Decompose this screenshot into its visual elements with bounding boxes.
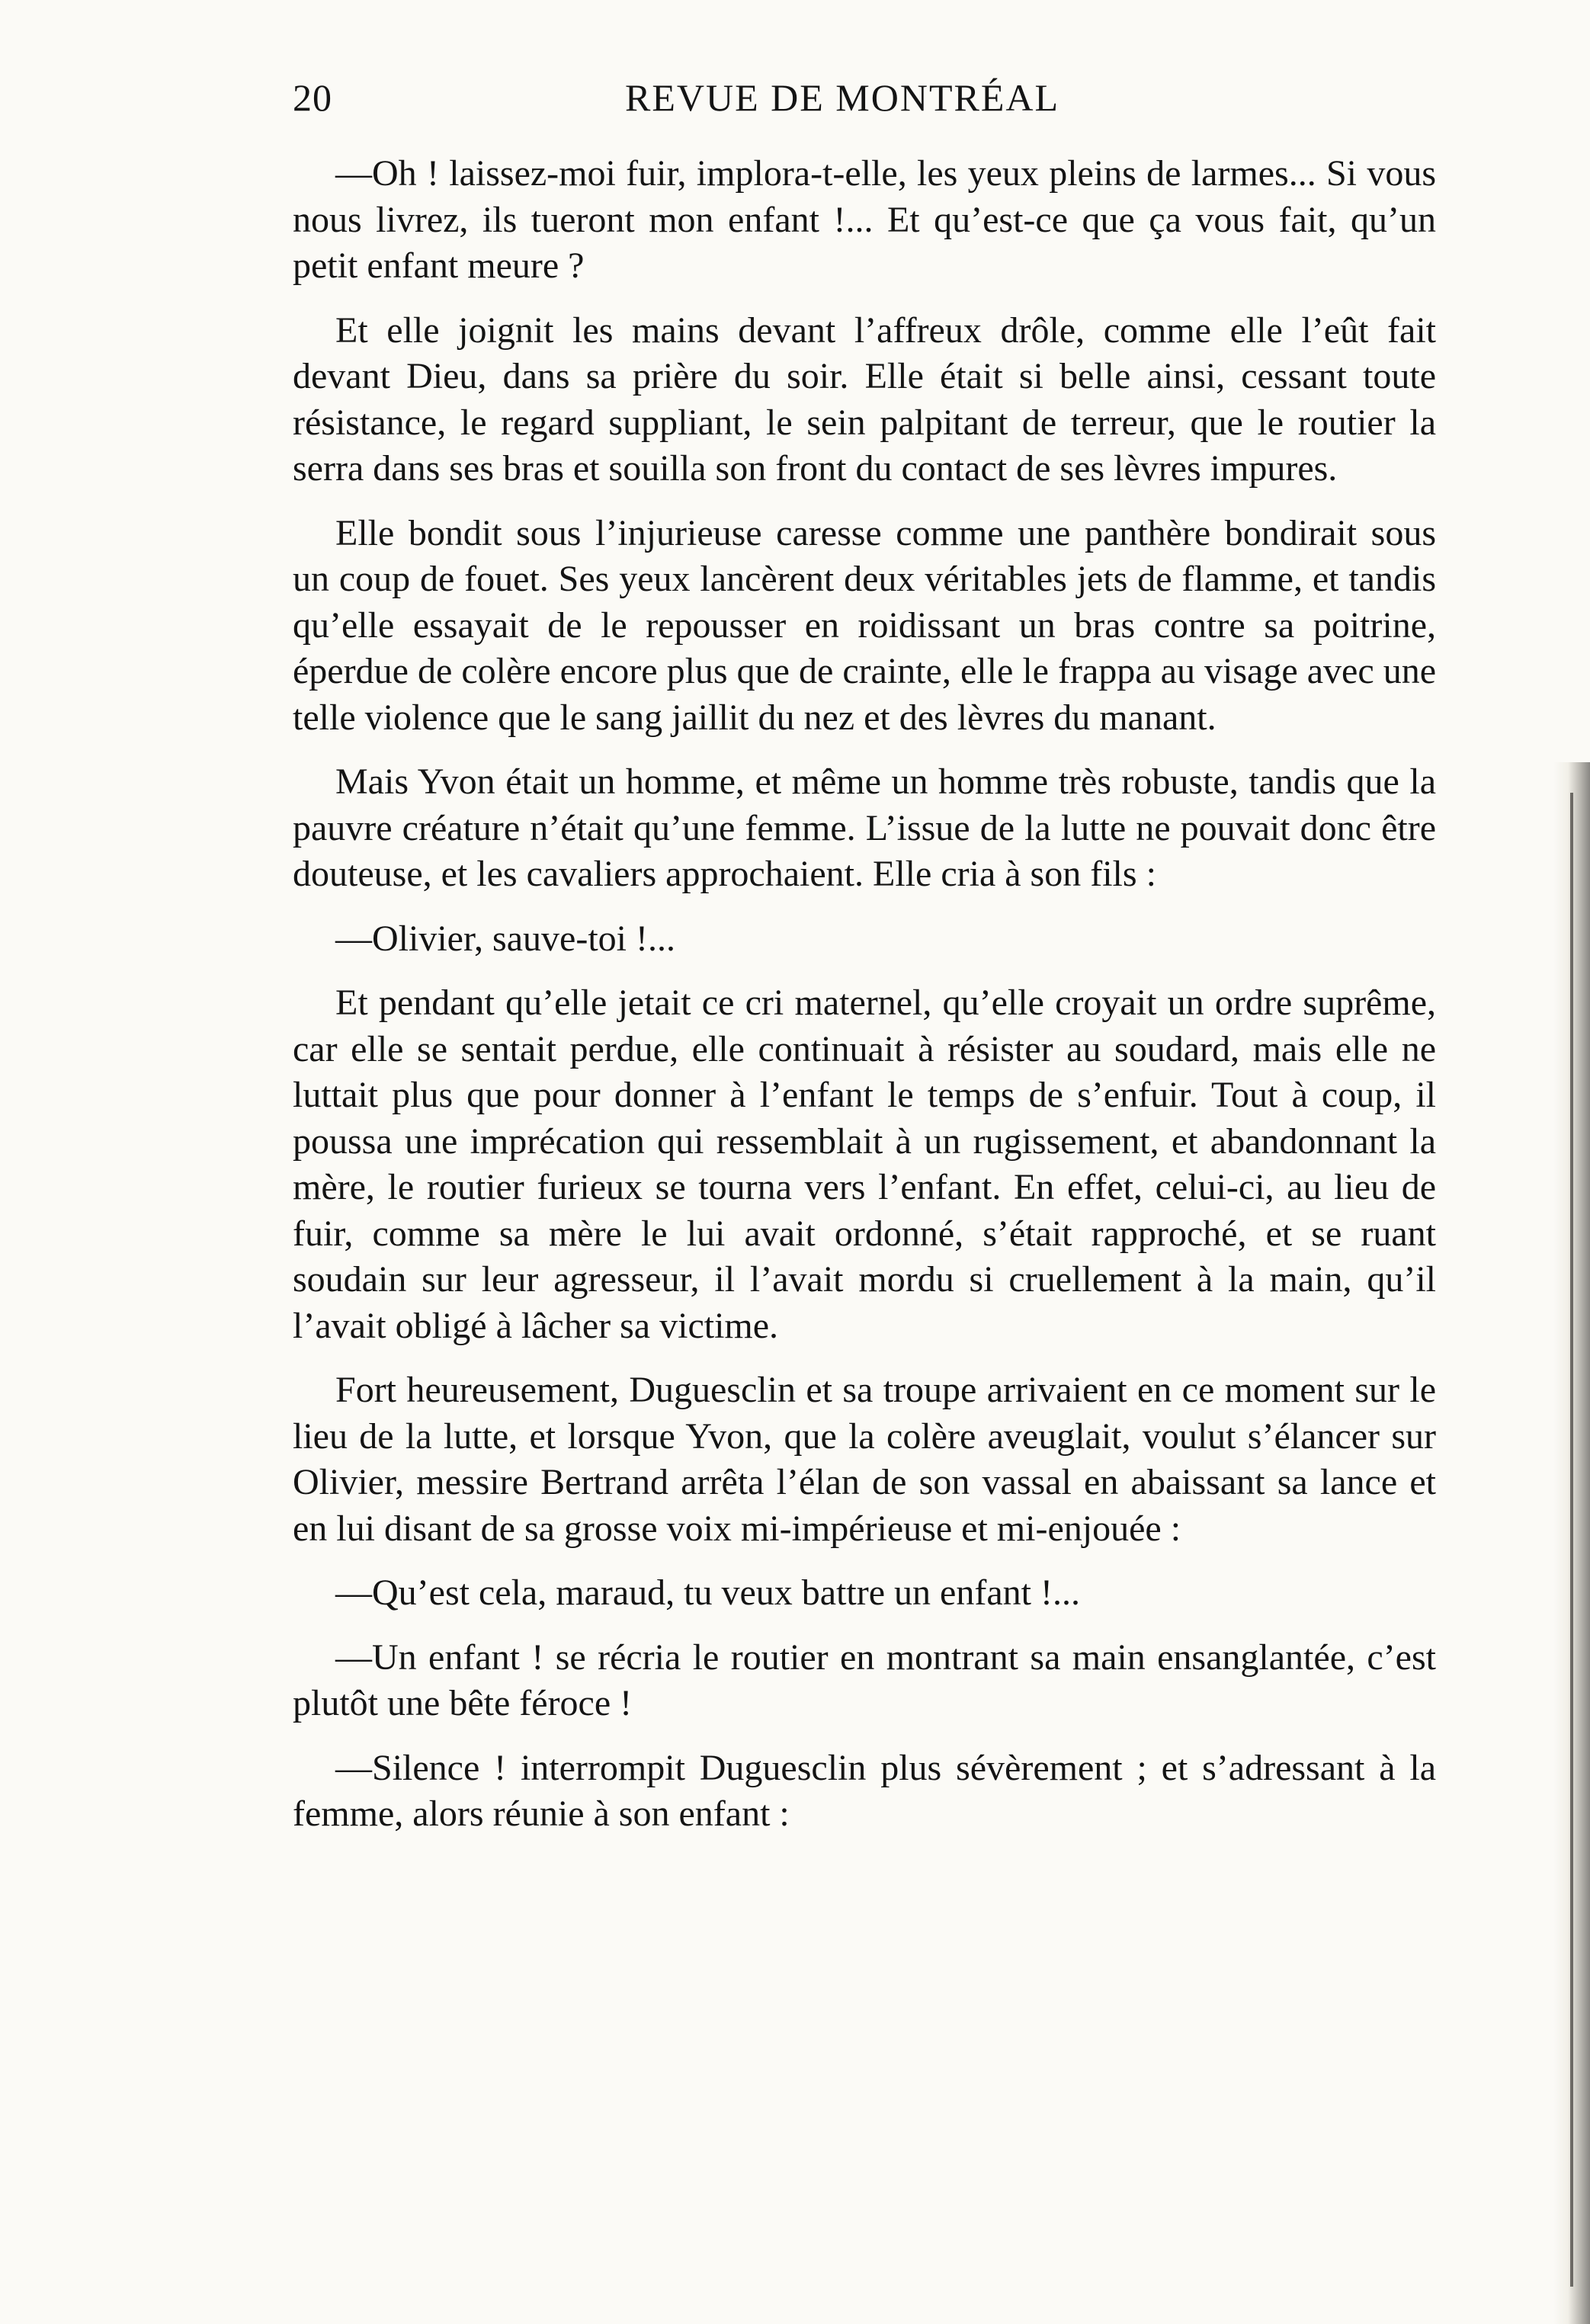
paragraph: —Qu’est cela, maraud, tu veux battre un enfant !... (335, 1572, 1080, 1613)
binding-edge-line (1570, 793, 1573, 2287)
paragraph: Et pendant qu’elle jetait ce cri maternel, qu’elle croyait un ordre suprême, car elle se sentait perdue, elle continuait à résister au soudard, mais elle ne luttait plus que pour donner à l’enfant le temps de s’enfuir. Tout à coup, il poussa une imprécation qui ressemblait à un rugissement, et abandonnant la mère, le routier furieux se tourna vers l’enfant. En effet, celui-ci, au lieu de fuir, comme sa mère le lui avait ordonné, s’était rapproché, et se ruant soudain sur leur agresseur, il l’avait mordu si cruellement à la main, qu’il l’avait obligé à lâcher sa victime. (293, 982, 1436, 1346)
paragraph: —Olivier, sauve-toi !... (335, 918, 675, 959)
paragraph: —Silence ! interrompit Duguesclin plus sévèrement ; et s’adressant à la femme, alors réunie à son enfant : (293, 1747, 1436, 1834)
paragraph: —Oh ! laissez-moi fuir, implora-t-elle, les yeux pleins de larmes... Si vous nous livrez, ils tueront mon enfant !... Et qu’est-ce que ça vous fait, qu’un petit enfant meure ? (293, 153, 1436, 286)
paragraph: Fort heureusement, Duguesclin et sa troupe arrivaient en ce moment sur le lieu de la lutte, et lorsque Yvon, que la colère aveuglait, voulut s’élancer sur Olivier, messire Bertrand arrêta l’élan de son vassal en abaissant sa lance et en lui disant de sa grosse voix mi-impérieuse et mi-enjouée : (293, 1370, 1436, 1549)
running-title: REVUE DE MONTRÉAL (625, 76, 1060, 119)
body-text (293, 151, 1436, 1856)
paragraph: —Un enfant ! se récria le routier en montrant sa main ensanglantée, c’est plutôt une bête féroce ! (293, 1636, 1436, 1723)
paragraph: Et elle joignit les mains devant l’affreux drôle, comme elle l’eût fait devant Dieu, dans sa prière du soir. Elle était si belle ainsi, cessant toute résistance, le regard suppliant, le sein palpitant de terreur, que le routier la serra dans ses bras et souilla son front du contact de ses lèvres impures. (293, 309, 1436, 489)
paragraph: Mais Yvon était un homme, et même un homme très robuste, tandis que la pauvre créature n’était qu’une femme. L’issue de la lutte ne pouvait donc être douteuse, et les cavaliers approchaient. Elle cria à son fils : (293, 761, 1436, 894)
paragraph: Elle bondit sous l’injurieuse caresse comme une panthère bondirait sous un coup de fouet. Ses yeux lancèrent deux véritables jets de flamme, et tandis qu’elle essayait de le repousser en roidissant un bras contre sa poitrine, éperdue de colère encore plus que de crainte, elle le frappa au visage avec une telle violence que le sang jaillit du nez et des lèvres du manant. (293, 512, 1436, 738)
page-header (0, 67, 1590, 128)
page-number: 20 (293, 76, 332, 119)
